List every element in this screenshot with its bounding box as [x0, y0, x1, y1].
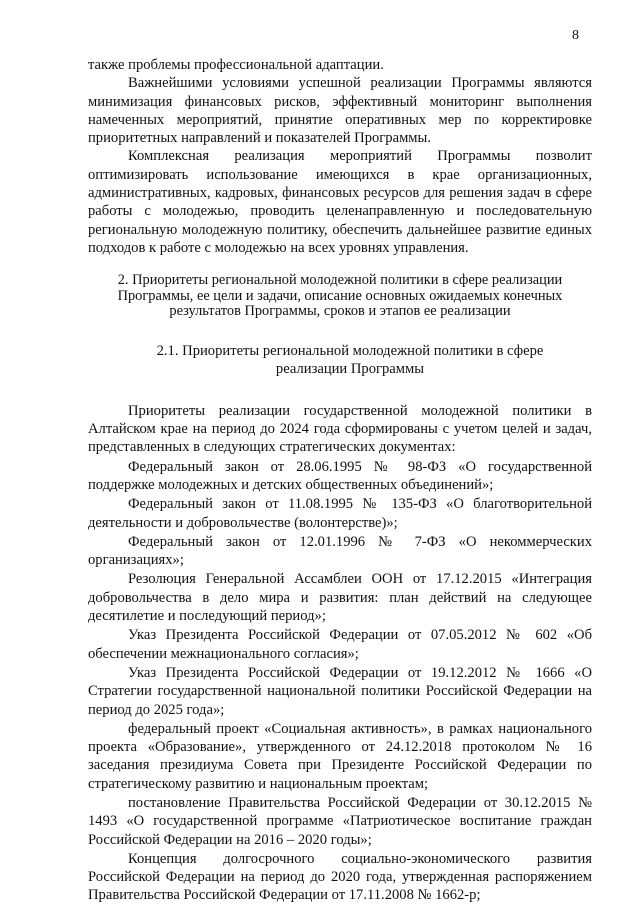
- document-item: Федеральный закон от 28.06.1995 № 98-ФЗ «О государственной поддержке молодежных и детских общественных объединений»;: [88, 458, 592, 493]
- subsection-heading: 2.1. Приоритеты региональной молодежной политики в сфере реализации Программы: [156, 342, 544, 377]
- document-item: Федеральный закон от 12.01.1996 № 7-ФЗ «О некоммерческих организациях»;: [88, 533, 592, 569]
- document-item: Указ Президента Российской Федерации от 07.05.2012 № 602 «Об обеспечении межнационального согласия»;: [88, 627, 592, 662]
- paragraph-conditions: Важнейшими условиями успешной реализации Программы являются минимизация финансовых рисков, эффективный мониторинг выполнения намеченных мероприятий, принятие оперативных мер по корректировке приоритетных направлений и показателей Программы.: [88, 75, 592, 147]
- paragraph-implementation: Комплексная реализация мероприятий Программы позволит оптимизировать использование имеющихся в крае организационных, административных, кадровых, финансовых ресурсов для решения задач в сфере работы с молодежью, проводить целенаправленную и последовательную региональную молодежную политику, обеспечить дальнейшее развитие единых подходов к работе с молодежью на всех уровнях управления.: [88, 148, 592, 256]
- document-item: Концепция долгосрочного социально-экономического развития Российской Федерации на период до 2020 года, утвержденная распоряжением Правительства Российской Федерации от 17.11.2008 № 1662-р;: [88, 850, 592, 904]
- paragraph-continuation: также проблемы профессиональной адаптации.: [88, 57, 384, 73]
- document-item: Резолюция Генеральной Ассамблеи ООН от 17.12.2015 «Интеграция добровольчества в дело мира и развития: план действий на следующее десятилетие и последующий период»;: [88, 571, 592, 625]
- intro-paragraph: Приоритеты реализации государственной молодежной политики в Алтайском крае на период до 2024 года сформированы с учетом целей и задач, представленных в следующих стратегических документах:: [88, 402, 592, 456]
- document-item: Федеральный закон от 11.08.1995 № 135-ФЗ «О благотворительной деятельности и добровольчестве (волонтерстве)»;: [88, 496, 592, 531]
- page-number: 8: [572, 28, 579, 43]
- document-item: постановление Правительства Российской Федерации от 30.12.2015 № 1493 «О государственной программе «Патриотическое воспитание граждан Российской Федерации на 2016 – 2020 годы»;: [88, 795, 592, 848]
- document-item: Указ Президента Российской Федерации от 19.12.2012 № 1666 «О Стратегии государственной национальной политики Российской Федерации на период до 2025 года»;: [88, 664, 592, 718]
- document-item: федеральный проект «Социальная активность», в рамках национального проекта «Образование», утвержденного от 24.12.2018 протоколом № 16 заседания президиума Совета при Президенте Российской Федерации по стратегическому развитию и национальным проектам;: [88, 720, 592, 792]
- page-content: [88, 56, 592, 905]
- section-heading: 2. Приоритеты региональной молодежной политики в сфере реализации Программы, ее цели и задачи, описание основных ожидаемых конечных результатов Программы, сроков и этапов ее реализации: [117, 272, 563, 320]
